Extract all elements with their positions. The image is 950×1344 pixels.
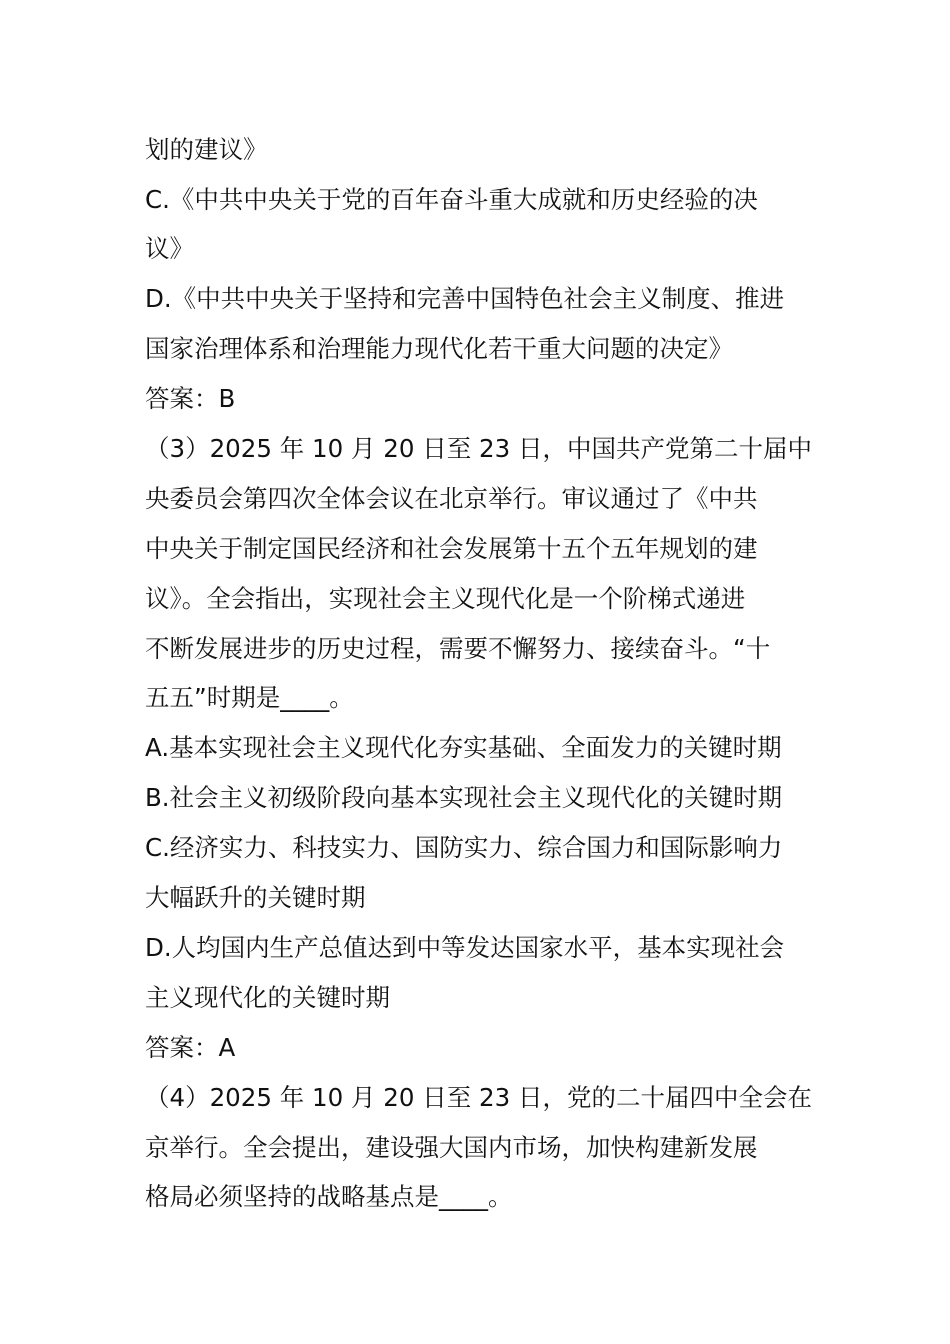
text-line: 主义现代化的关键时期	[145, 983, 390, 1012]
question-3-line: （3）2025 年 10 月 20 日至 23 日，中国共产党第二十届中	[145, 434, 812, 463]
text-line: 不断发展进步的历史过程，需要不懈努力、接续奋斗。“十	[145, 634, 771, 663]
question-4-line: （4）2025 年 10 月 20 日至 23 日，党的二十届四中全会在	[145, 1083, 812, 1112]
option-d-line: D.人均国内生产总值达到中等发达国家水平，基本实现社会	[145, 933, 785, 962]
option-b-line: B.社会主义初级阶段向基本实现社会主义现代化的关键时期	[145, 783, 783, 812]
option-d-line: D.《中共中央关于坚持和完善中国特色社会主义制度、推进	[145, 284, 785, 313]
text-line: 五五”时期是____。	[145, 683, 354, 712]
text-line: 大幅跃升的关键时期	[145, 883, 366, 912]
option-c-line: C.《中共中央关于党的百年奋斗重大成就和历史经验的决	[145, 185, 758, 214]
text-line: 议》。全会指出，实现社会主义现代化是一个阶梯式递进	[145, 584, 746, 613]
answer-line: 答案：A	[145, 1033, 236, 1062]
text-line: 划的建议》	[145, 135, 268, 164]
text-line: 格局必须坚持的战略基点是____。	[145, 1182, 513, 1211]
text-line: 央委员会第四次全体会议在北京举行。审议通过了《中共	[145, 484, 758, 513]
text-line: 国家治理体系和治理能力现代化若干重大问题的决定》	[145, 334, 733, 363]
text-line: 议》	[145, 234, 194, 263]
answer-line: 答案：B	[145, 384, 236, 413]
option-c-line: C.经济实力、科技实力、国防实力、综合国力和国际影响力	[145, 833, 783, 862]
option-a-line: A.基本实现社会主义现代化夯实基础、全面发力的关键时期	[145, 733, 782, 762]
text-line: 京举行。全会提出，建设强大国内市场，加快构建新发展	[145, 1133, 758, 1162]
text-line: 中央关于制定国民经济和社会发展第十五个五年规划的建	[145, 534, 758, 563]
